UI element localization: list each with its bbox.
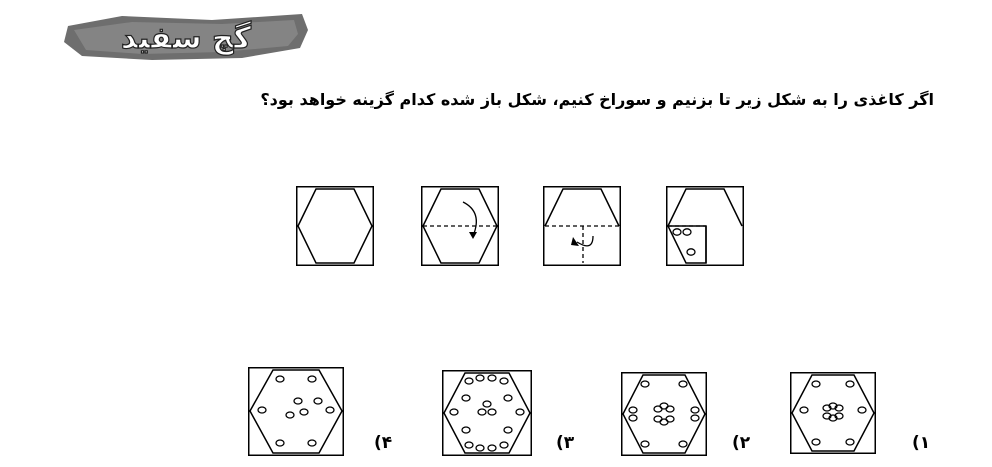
option-4-label[interactable]: ۴) xyxy=(374,433,393,453)
option-1-label[interactable]: ۱) xyxy=(912,433,931,453)
logo-graphic xyxy=(62,8,310,66)
step-fold-2 xyxy=(543,186,621,266)
step-punch xyxy=(666,186,744,266)
fold-arrow-icon xyxy=(577,236,593,246)
hole xyxy=(687,249,695,255)
brand-logo xyxy=(62,8,310,66)
step-fold-1 xyxy=(421,186,499,266)
option-4-figure[interactable] xyxy=(248,367,344,456)
option-3-label[interactable]: ۳) xyxy=(556,433,575,453)
question-text: اگر کاغذی را به شکل زیر تا بزنیم و سوراخ کنیم، شکل باز شده کدام گزینه خواهد بود؟ xyxy=(260,90,934,109)
option-1-figure[interactable] xyxy=(790,372,876,454)
option-2-label[interactable]: ۲) xyxy=(732,433,751,453)
fold-arrow-icon xyxy=(463,202,476,236)
option-3-figure[interactable] xyxy=(442,370,532,456)
hole xyxy=(683,229,691,235)
step-original xyxy=(296,186,374,266)
hole xyxy=(673,229,681,235)
svg-text:گچ سفید: گچ سفید xyxy=(120,21,252,56)
option-2-figure[interactable] xyxy=(621,372,707,456)
